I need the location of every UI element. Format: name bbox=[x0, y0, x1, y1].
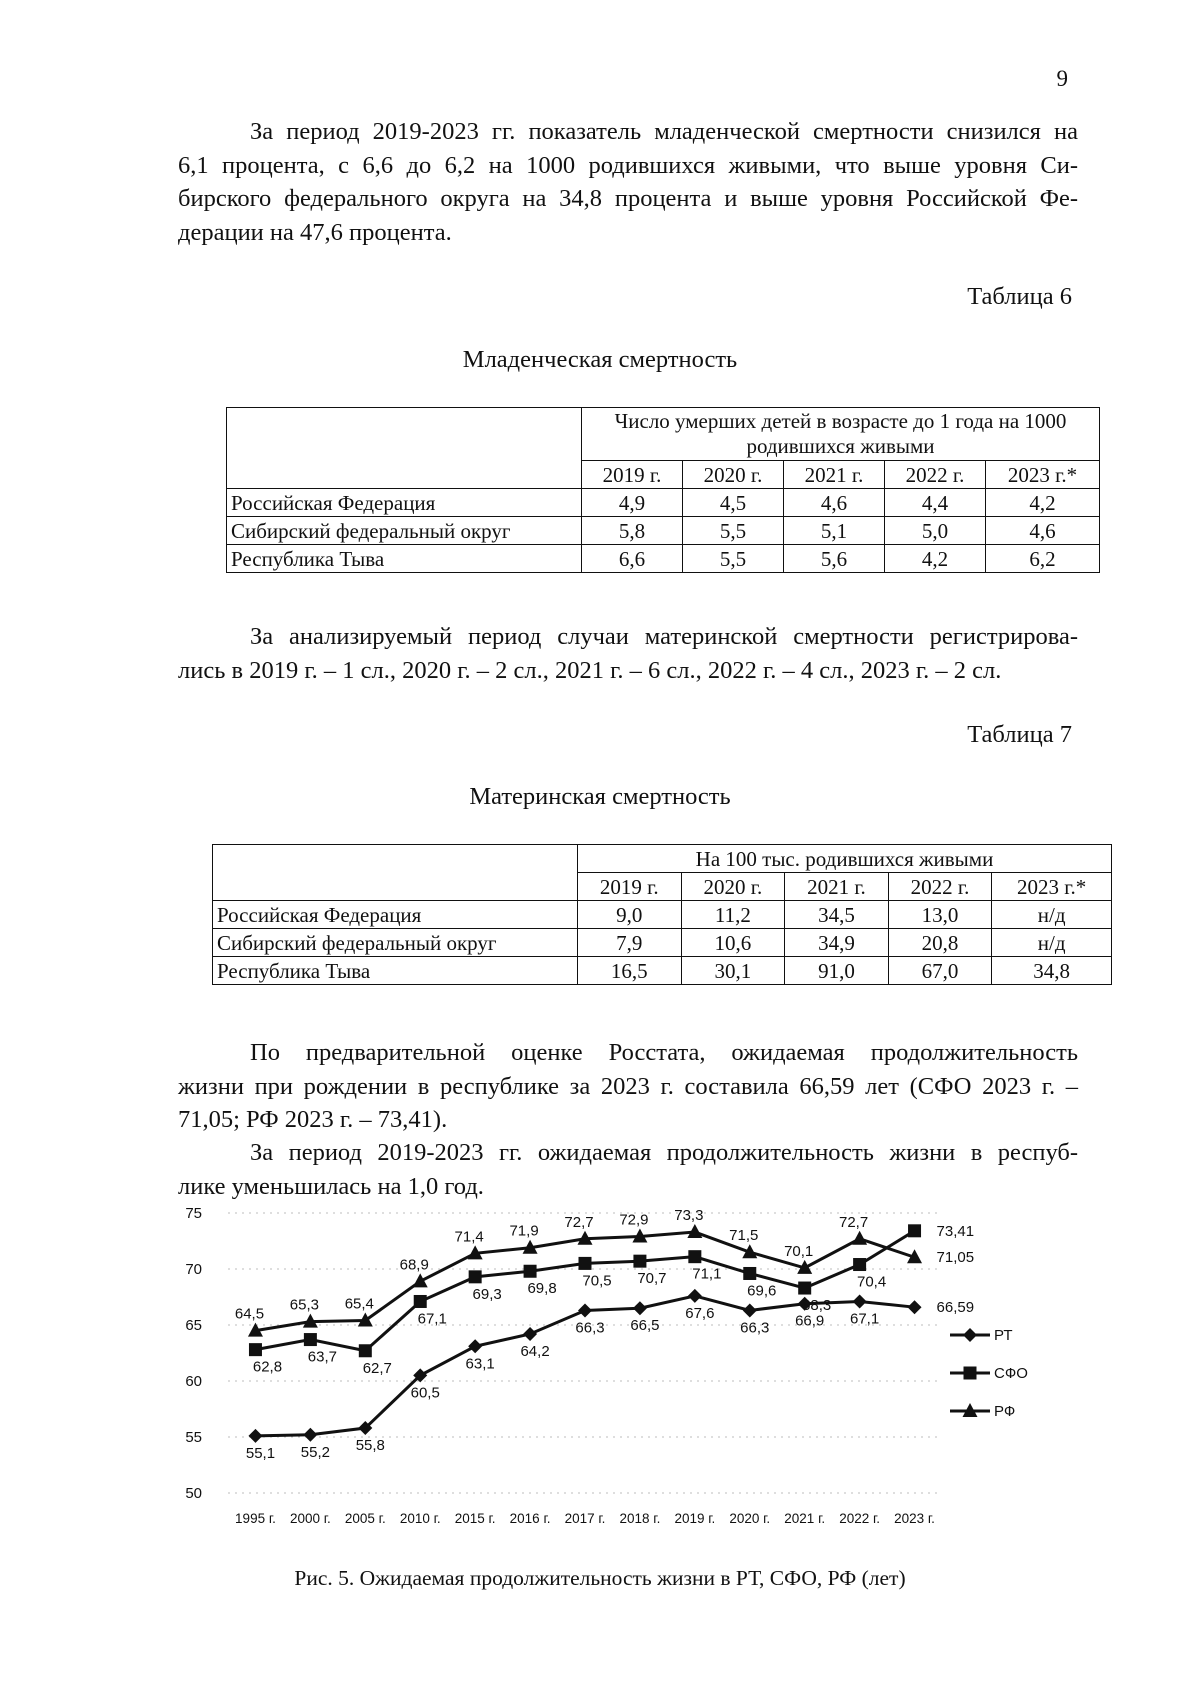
table-cell: 34,8 bbox=[992, 957, 1112, 985]
data-label: 65,4 bbox=[344, 1295, 374, 1313]
x-tick-label: 2022 г. bbox=[839, 1511, 881, 1526]
year-header: 2022 г. bbox=[888, 873, 992, 901]
table-cell: н/д bbox=[992, 901, 1112, 929]
row-label: Республика Тыва bbox=[213, 957, 578, 985]
text-line: За период 2019-2023 гг. ожидаемая продолжительность жизни в респуб- bbox=[250, 1139, 1078, 1166]
table7-label: Таблица 7 bbox=[967, 721, 1072, 748]
data-label: 62,7 bbox=[362, 1359, 392, 1377]
legend-label: СФО bbox=[994, 1365, 1028, 1382]
text-line: жизни при рождении в республике за 2023 г. составила 66,59 лет (СФО 2023 г. – bbox=[178, 1072, 1078, 1100]
data-label: 70,7 bbox=[637, 1270, 667, 1288]
line-chart-svg bbox=[180, 1195, 1080, 1545]
table-cell: 5,6 bbox=[784, 545, 885, 573]
table-cell: 6,2 bbox=[986, 545, 1100, 573]
row-label: Российская Федерация bbox=[213, 901, 578, 929]
data-label: 66,59 bbox=[936, 1299, 975, 1317]
table-header: На 100 тыс. родившихся живыми bbox=[578, 845, 1112, 873]
data-label: 66,3 bbox=[575, 1319, 605, 1337]
x-tick-label: 2021 г. bbox=[784, 1511, 826, 1526]
life-expectancy-chart bbox=[180, 1195, 1080, 1545]
paragraph-life-expectancy-estimate bbox=[178, 1036, 1078, 1137]
x-tick-label: 2005 г. bbox=[344, 1511, 386, 1526]
data-label: 69,3 bbox=[472, 1285, 502, 1303]
table6-title: Младенческая смертность bbox=[462, 346, 738, 373]
table-cell: 5,1 bbox=[784, 517, 885, 545]
data-point-square bbox=[743, 1267, 756, 1280]
data-label: 64,2 bbox=[520, 1342, 550, 1360]
data-point-square bbox=[633, 1255, 646, 1268]
data-label: 66,3 bbox=[740, 1319, 770, 1337]
table-cell: 4,5 bbox=[683, 489, 784, 517]
data-label: 71,9 bbox=[509, 1222, 539, 1240]
text-line: лись в 2019 г. – 1 сл., 2020 г. – 2 сл., 2021 г. – 6 сл., 2022 г. – 4 сл., 2023 г. – 2 сл. bbox=[178, 656, 1002, 684]
table-cell: 4,2 bbox=[885, 545, 986, 573]
data-label: 70,5 bbox=[582, 1272, 612, 1290]
y-tick-label: 50 bbox=[185, 1485, 202, 1502]
maternal-mortality-table bbox=[212, 844, 1112, 985]
data-label: 63,7 bbox=[307, 1348, 337, 1366]
data-point-diamond bbox=[853, 1294, 867, 1308]
data-point-diamond bbox=[908, 1300, 922, 1314]
x-tick-label: 2015 г. bbox=[454, 1511, 496, 1526]
data-label: 72,7 bbox=[839, 1213, 869, 1231]
data-point-diamond bbox=[248, 1429, 262, 1443]
data-label: 66,9 bbox=[795, 1312, 825, 1330]
data-point-diamond bbox=[578, 1303, 592, 1317]
data-point-square bbox=[359, 1344, 372, 1357]
data-point-square bbox=[798, 1282, 811, 1295]
paragraph-life-expectancy-change bbox=[178, 1136, 1078, 1203]
x-tick-label: 2019 г. bbox=[674, 1511, 716, 1526]
row-label: Сибирский федеральный округ bbox=[227, 517, 582, 545]
legend-label: РТ bbox=[994, 1327, 1013, 1344]
data-label: 67,1 bbox=[417, 1310, 447, 1328]
data-point-diamond bbox=[963, 1328, 977, 1342]
paragraph-infant-mortality bbox=[178, 115, 1078, 249]
table-row bbox=[213, 901, 1112, 929]
text-line: лике уменьшилась на 1,0 год. bbox=[178, 1172, 484, 1200]
y-tick-label: 75 bbox=[185, 1205, 202, 1222]
data-label: 73,41 bbox=[936, 1222, 975, 1240]
table-row bbox=[213, 929, 1112, 957]
text-line: 6,1 процента, с 6,6 до 6,2 на 1000 родившихся живыми, что выше уровня Си- bbox=[178, 151, 1078, 179]
row-label: Республика Тыва bbox=[227, 545, 582, 573]
data-point-diamond bbox=[688, 1289, 702, 1303]
data-label: 71,4 bbox=[454, 1228, 484, 1246]
table-cell: 4,9 bbox=[582, 489, 683, 517]
table-cell: 30,1 bbox=[681, 957, 785, 985]
x-tick-label: 1995 г. bbox=[235, 1511, 276, 1526]
data-label: 63,1 bbox=[465, 1355, 495, 1373]
data-label: 55,8 bbox=[355, 1437, 385, 1455]
table-header: Число умерших детей в возрасте до 1 года на 1000 родившихся живыми bbox=[582, 408, 1100, 461]
table-cell: 5,8 bbox=[582, 517, 683, 545]
table-cell: 4,4 bbox=[885, 489, 986, 517]
data-point-triangle bbox=[852, 1231, 867, 1245]
year-header: 2021 г. bbox=[785, 873, 889, 901]
table-cell: 9,0 bbox=[578, 901, 682, 929]
x-tick-label: 2016 г. bbox=[509, 1511, 551, 1526]
data-label: 70,4 bbox=[857, 1273, 887, 1291]
row-label: Российская Федерация bbox=[227, 489, 582, 517]
x-tick-label: 2023 г. bbox=[894, 1511, 935, 1526]
data-label: 65,3 bbox=[289, 1296, 319, 1314]
table-cell: 34,9 bbox=[785, 929, 889, 957]
year-header: 2021 г. bbox=[784, 461, 885, 489]
data-label: 69,8 bbox=[527, 1280, 557, 1298]
x-tick-label: 2018 г. bbox=[619, 1511, 661, 1526]
table-row bbox=[227, 545, 1100, 573]
table-cell: 91,0 bbox=[785, 957, 889, 985]
y-tick-label: 55 bbox=[185, 1429, 202, 1446]
x-tick-label: 2010 г. bbox=[399, 1511, 441, 1526]
data-label: 64,5 bbox=[234, 1305, 265, 1323]
data-label: 71,1 bbox=[692, 1265, 722, 1283]
year-header: 2022 г. bbox=[885, 461, 986, 489]
data-label: 70,1 bbox=[784, 1242, 814, 1260]
y-tick-label: 70 bbox=[185, 1261, 202, 1278]
data-point-diamond bbox=[633, 1301, 647, 1315]
data-point-square bbox=[853, 1258, 866, 1271]
table-cell: 6,6 bbox=[582, 545, 683, 573]
data-label: 69,6 bbox=[747, 1282, 777, 1300]
x-tick-label: 2020 г. bbox=[729, 1511, 771, 1526]
year-header: 2023 г.* bbox=[986, 461, 1100, 489]
table-cell: 16,5 bbox=[578, 957, 682, 985]
table-row bbox=[227, 517, 1100, 545]
table-row bbox=[213, 957, 1112, 985]
data-label: 68,9 bbox=[399, 1256, 429, 1274]
text-line: За анализируемый период случаи материнской смертности регистрирова- bbox=[250, 623, 1078, 650]
page-number: 9 bbox=[1056, 66, 1068, 91]
data-point-square bbox=[469, 1270, 482, 1283]
legend-label: РФ bbox=[994, 1403, 1016, 1420]
data-label: 55,2 bbox=[300, 1443, 330, 1461]
text-line: дерации на 47,6 процента. bbox=[178, 218, 452, 246]
data-point-diamond bbox=[743, 1303, 757, 1317]
table-cell: 5,5 bbox=[683, 517, 784, 545]
data-label: 67,1 bbox=[850, 1310, 880, 1328]
table-cell: 4,6 bbox=[986, 517, 1100, 545]
table-cell: 34,5 bbox=[785, 901, 889, 929]
text-line: По предварительной оценке Росстата, ожидаемая продолжительность bbox=[250, 1039, 1078, 1066]
infant-mortality-table bbox=[226, 407, 1100, 573]
text-line: бирского федерального округа на 34,8 процента и выше уровня Российской Фе- bbox=[178, 185, 1078, 212]
table7-title: Материнская смертность bbox=[469, 783, 731, 810]
data-point-square bbox=[414, 1295, 427, 1308]
table-cell: 4,2 bbox=[986, 489, 1100, 517]
data-label: 55,1 bbox=[245, 1444, 276, 1462]
data-point-square bbox=[688, 1250, 701, 1263]
y-tick-label: 65 bbox=[185, 1317, 202, 1334]
data-label: 68,3 bbox=[802, 1297, 832, 1315]
table-cell: н/д bbox=[992, 929, 1112, 957]
table-corner-cell bbox=[227, 408, 582, 489]
x-tick-label: 2017 г. bbox=[564, 1511, 606, 1526]
data-label: 66,5 bbox=[630, 1317, 660, 1335]
table-cell: 11,2 bbox=[681, 901, 785, 929]
data-point-diamond bbox=[468, 1339, 482, 1353]
data-label: 71,05 bbox=[936, 1249, 975, 1267]
table-cell: 5,5 bbox=[683, 545, 784, 573]
table-cell: 10,6 bbox=[681, 929, 785, 957]
data-point-square bbox=[304, 1333, 317, 1346]
data-point-square bbox=[524, 1265, 537, 1278]
x-tick-label: 2000 г. bbox=[289, 1511, 331, 1526]
year-header: 2020 г. bbox=[683, 461, 784, 489]
table-corner-cell bbox=[213, 845, 578, 901]
data-point-diamond bbox=[523, 1327, 537, 1341]
data-label: 67,6 bbox=[685, 1304, 715, 1322]
year-header: 2019 г. bbox=[582, 461, 683, 489]
y-tick-label: 60 bbox=[185, 1373, 202, 1390]
year-header: 2023 г.* bbox=[992, 873, 1112, 901]
table6-label: Таблица 6 bbox=[967, 283, 1072, 310]
table-cell: 20,8 bbox=[888, 929, 992, 957]
row-label: Сибирский федеральный округ bbox=[213, 929, 578, 957]
data-label: 71,5 bbox=[729, 1227, 759, 1245]
data-label: 72,7 bbox=[564, 1213, 594, 1231]
data-label: 62,8 bbox=[252, 1358, 283, 1376]
data-point-square bbox=[964, 1367, 977, 1380]
data-point-square bbox=[249, 1343, 262, 1356]
text-line: 71,05; РФ 2023 г. – 73,41). bbox=[178, 1106, 448, 1133]
year-header: 2019 г. bbox=[578, 873, 682, 901]
data-label: 72,9 bbox=[619, 1211, 649, 1229]
figure-caption: Рис. 5. Ожидаемая продолжительность жизни в РТ, СФО, РФ (лет) bbox=[294, 1566, 906, 1590]
table-row bbox=[227, 489, 1100, 517]
data-label: 60,5 bbox=[410, 1384, 440, 1402]
table-cell: 67,0 bbox=[888, 957, 992, 985]
table-cell: 7,9 bbox=[578, 929, 682, 957]
year-header: 2020 г. bbox=[681, 873, 785, 901]
data-point-square bbox=[908, 1224, 921, 1237]
data-point-square bbox=[579, 1257, 592, 1270]
data-label: 73,3 bbox=[674, 1207, 704, 1225]
table-cell: 5,0 bbox=[885, 517, 986, 545]
data-point-diamond bbox=[303, 1428, 317, 1442]
paragraph-maternal-cases bbox=[178, 620, 1078, 687]
table-cell: 13,0 bbox=[888, 901, 992, 929]
text-line: За период 2019-2023 гг. показатель младенческой смертности снизился на bbox=[250, 118, 1078, 145]
table-cell: 4,6 bbox=[784, 489, 885, 517]
